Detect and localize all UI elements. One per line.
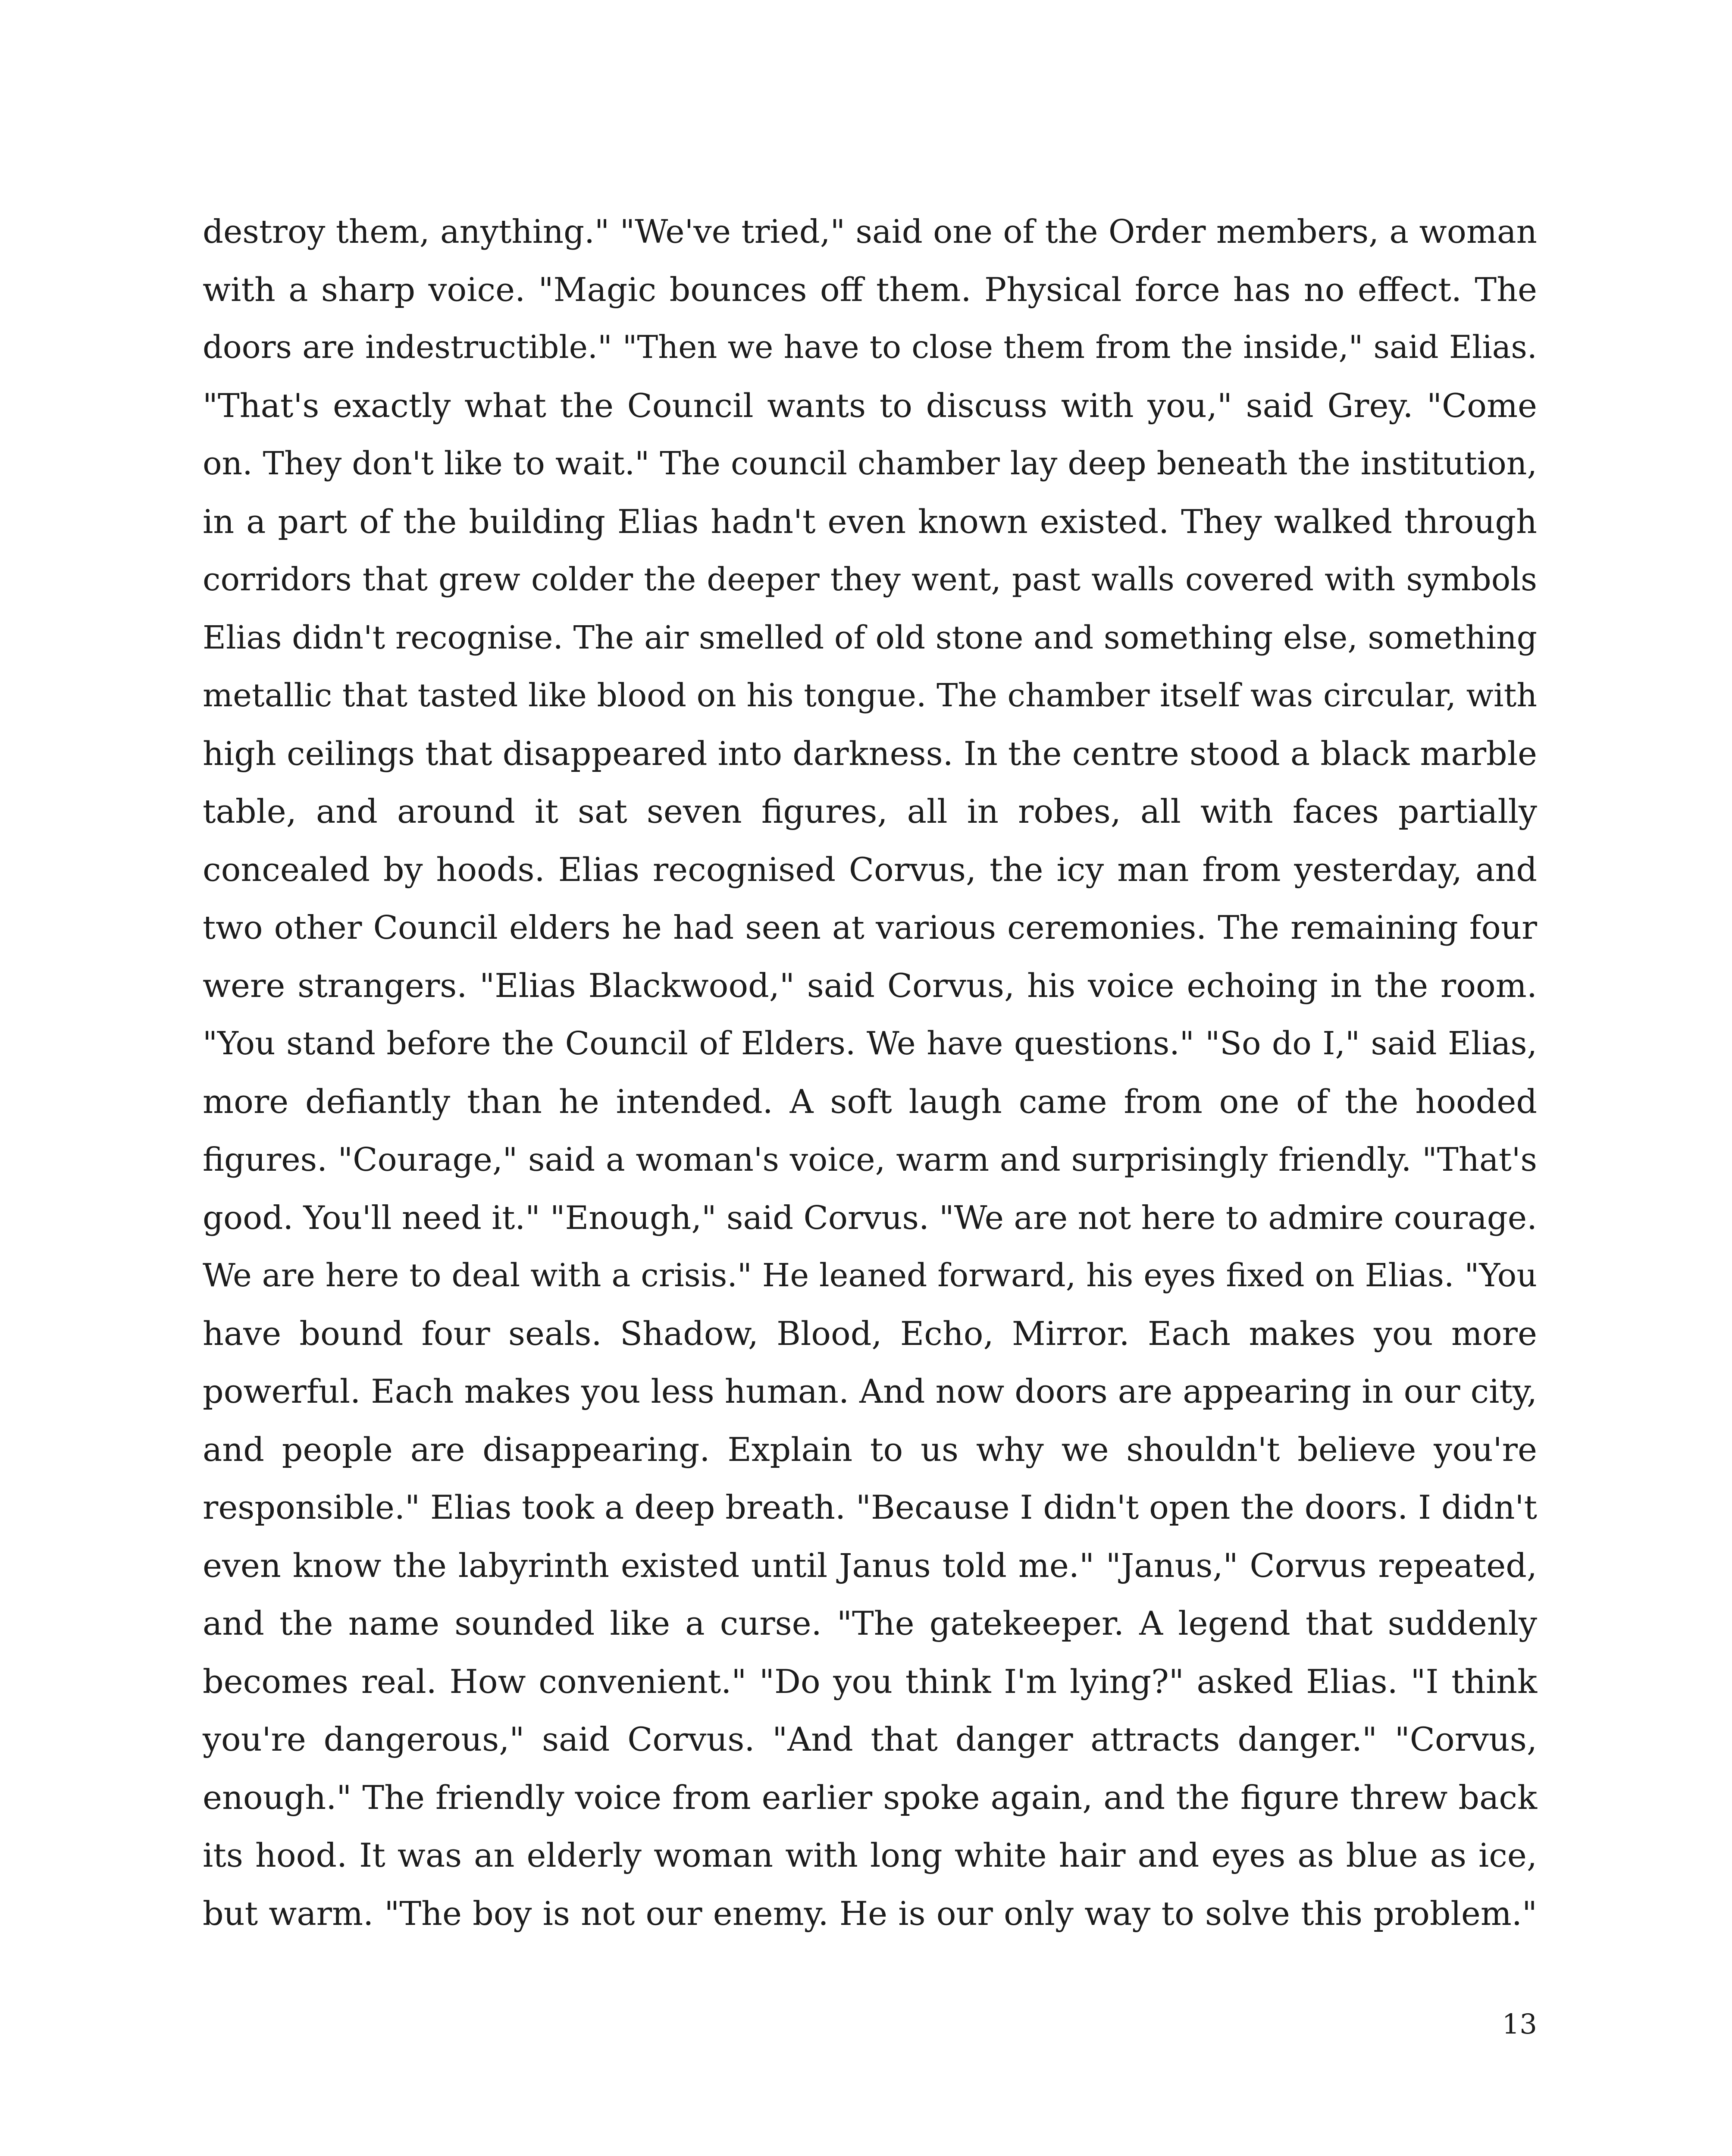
text-line: but warm. "The boy is not our enemy. He is our only way to solve this problem." [203,1894,1537,1933]
text-line: becomes real. How convenient." "Do you think I'm lying?" asked Elias. "I think [203,1662,1537,1701]
text-line: on. They don't like to wait." The council chamber lay deep beneath the institution, [203,445,1537,482]
text-line: good. You'll need it." "Enough," said Corvus. "We are not here to admire courage. [203,1198,1537,1237]
text-line: figures. "Courage," said a woman's voice, warm and surprisingly friendly. "That's [203,1141,1537,1178]
page-number: 13 [1502,2009,1537,2040]
text-line: with a sharp voice. "Magic bounces off them. Physical force has no effect. The [203,270,1537,309]
text-line: concealed by hoods. Elias recognised Corvus, the icy man from yesterday, and [203,850,1537,889]
text-line: high ceilings that disappeared into darkness. In the centre stood a black marble [203,734,1537,773]
text-line: doors are indestructible." "Then we have to close them from the inside," said Elias. [203,329,1537,366]
text-line: corridors that grew colder the deeper they went, past walls covered with symbols [203,561,1537,598]
text-line: "That's exactly what the Council wants to discuss with you," said Grey. "Come [203,386,1537,425]
text-line: "You stand before the Council of Elders. We have questions." "So do I," said Elias, [203,1025,1537,1062]
text-line: were strangers. "Elias Blackwood," said Corvus, his voice echoing in the room. [203,966,1537,1005]
text-line: you're dangerous," said Corvus. "And that danger attracts danger." "Corvus, [203,1720,1537,1758]
body-text [203,203,1537,1943]
text-line: its hood. It was an elderly woman with long white hair and eyes as blue as ice, [203,1836,1537,1874]
text-line: and the name sounded like a curse. "The gatekeeper. A legend that suddenly [203,1604,1537,1642]
text-line: We are here to deal with a crisis." He leaned forward, his eyes fixed on Elias. "You [203,1257,1537,1294]
text-line: and people are disappearing. Explain to us why we shouldn't believe you're [203,1430,1537,1469]
text-line: table, and around it sat seven figures, all in robes, all with faces partially [203,792,1537,830]
text-line: metallic that tasted like blood on his tongue. The chamber itself was circular, with [203,677,1537,714]
text-line: even know the labyrinth existed until Janus told me." "Janus," Corvus repeated, [203,1546,1537,1585]
text-line: in a part of the building Elias hadn't even known existed. They walked through [203,502,1537,541]
text-line: have bound four seals. Shadow, Blood, Echo, Mirror. Each makes you more [203,1314,1537,1353]
text-line: destroy them, anything." "We've tried," said one of the Order members, a woman [203,213,1537,251]
text-line: powerful. Each makes you less human. And now doors are appearing in our city, [203,1372,1537,1410]
text-line: responsible." Elias took a deep breath. "Because I didn't open the doors. I didn't [203,1488,1537,1526]
text-line: enough." The friendly voice from earlier spoke again, and the figure threw back [203,1778,1537,1817]
text-line: more defiantly than he intended. A soft laugh came from one of the hooded [203,1082,1537,1121]
text-line: Elias didn't recognise. The air smelled of old stone and something else, something [203,619,1537,656]
text-line: two other Council elders he had seen at various ceremonies. The remaining four [203,909,1537,946]
